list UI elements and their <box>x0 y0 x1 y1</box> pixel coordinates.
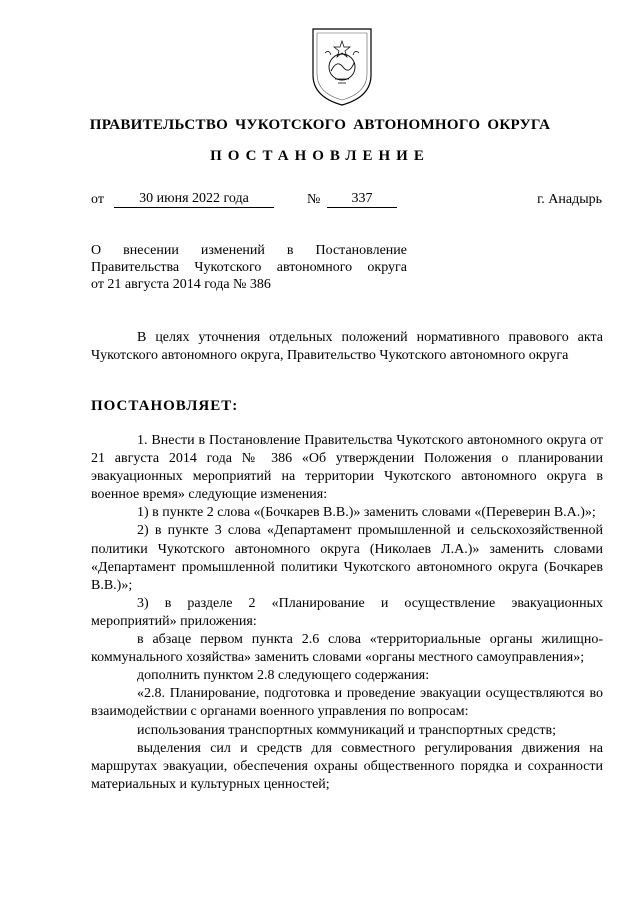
resolves-heading: ПОСТАНОВЛЯЕТ: <box>91 398 239 414</box>
decree-date: 30 июня 2022 года <box>114 192 274 208</box>
from-label: от <box>91 192 104 207</box>
decree-subject <box>91 242 407 293</box>
body-paragraph: «2.8. Планирование, подготовка и проведение эвакуации осуществляются во взаимодействии с органами военного управления по вопросам: <box>91 686 603 720</box>
coat-of-arms-icon <box>307 23 377 109</box>
body-paragraph: 3) в разделе 2 «Планирование и осуществление эвакуационных мероприятий» приложения: <box>91 595 603 629</box>
government-title: ПРАВИТЕЛЬСТВО ЧУКОТСКОГО АВТОНОМНОГО ОКРУГА <box>89 117 551 133</box>
body-paragraph: 1) в пункте 2 слова «(Бочкарев В.В.)» заменить словами «(Переверин В.А.)»; <box>137 505 596 521</box>
body-paragraph: в абзаце первом пункта 2.6 слова «территориальные органы жилищно-коммунального хозяйства» заменить словами «органы местного самоуправления»; <box>91 632 603 666</box>
preamble: В целях уточнения отдельных положений нормативного правового акта Чукотского автономного округа, Правительство Чукотского автономного округа <box>91 330 603 363</box>
body-paragraph: использования транспортных коммуникаций и транспортных средств; <box>137 722 556 738</box>
body-paragraph: 1. Внести в Постановление Правительства Чукотского автономного округа от 21 августа 2014 года № 386 «Об утверждении Положения о планировании эвакуационных мероприятий на территории Чукотского автономного округа в военное время» следующие изменения: <box>91 433 603 503</box>
decree-title: ПОСТАНОВЛЕНИЕ <box>210 148 430 164</box>
subject-line: О внесении изменений в Постановление <box>91 243 407 258</box>
subject-line: Правительства Чукотского автономного округа <box>91 260 407 275</box>
number-label: № <box>307 192 321 207</box>
body-paragraph: выделения сил и средств для совместного регулирования движения на маршрутах эвакуации, обеспечения охраны общественного порядка и сохранности материальных и культурных ценностей; <box>91 740 603 792</box>
city: г. Анадырь <box>537 192 602 207</box>
decree-number: 337 <box>327 192 397 208</box>
body-paragraph: 2) в пункте 3 слова «Департамент промышленной и сельскохозяйственной политики Чукотского автономного округа (Николаев Л.А.)» заменить словами «Департамент промышленной политики Чукотского автономного округа (Бочкарев В.В.)»; <box>91 523 603 593</box>
decree-body <box>91 432 603 794</box>
subject-line: от 21 августа 2014 года № 386 <box>91 277 271 292</box>
body-paragraph: дополнить пунктом 2.8 следующего содержания: <box>137 668 430 684</box>
